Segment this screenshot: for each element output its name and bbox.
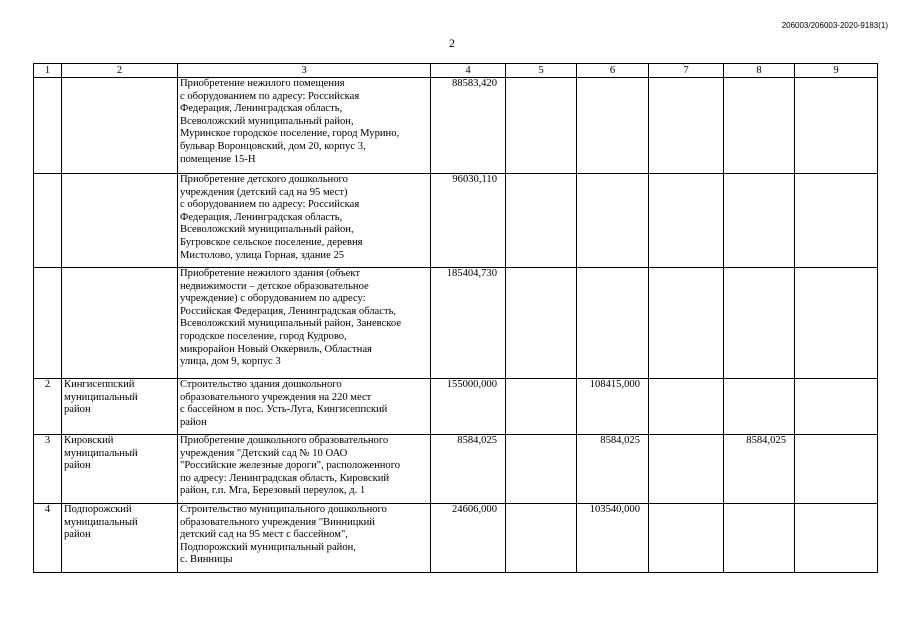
value-cell-col5 — [506, 504, 577, 573]
value-cell-col6: 103540,000 — [577, 504, 649, 573]
row-number-cell: 2 — [34, 379, 62, 435]
value-cell-col6 — [577, 174, 649, 268]
value-cell-col8: 8584,025 — [724, 435, 795, 504]
header-cell: 3 — [178, 64, 431, 78]
header-cell: 6 — [577, 64, 649, 78]
municipality-cell — [62, 174, 178, 268]
value-cell-col9 — [795, 379, 878, 435]
value-cell-col6 — [577, 268, 649, 379]
municipality-cell — [62, 268, 178, 379]
municipality-cell: Кировский муниципальный район — [62, 435, 178, 504]
value-cell-col6: 108415,000 — [577, 379, 649, 435]
header-cell: 5 — [506, 64, 577, 78]
header-cell: 4 — [431, 64, 506, 78]
municipality-cell: Подпорожский муниципальный район — [62, 504, 178, 573]
value-cell-col7 — [649, 78, 724, 174]
value-cell-col4: 155000,000 — [431, 379, 506, 435]
value-cell-col5 — [506, 78, 577, 174]
page-number: 2 — [449, 36, 455, 50]
header-cell: 7 — [649, 64, 724, 78]
row-number-cell — [34, 174, 62, 268]
header-cell: 9 — [795, 64, 878, 78]
object-description-cell: Строительство здания дошкольного образовательного учреждения на 220 мест с бассейном в пос. Усть-Луга, Кингисеппский район — [178, 379, 431, 435]
value-cell-col5 — [506, 174, 577, 268]
row-number-cell — [34, 78, 62, 174]
value-cell-col7 — [649, 174, 724, 268]
value-cell-col6: 8584,025 — [577, 435, 649, 504]
object-description-cell: Строительство муниципального дошкольного образовательного учреждения "Винницкий детский сад на 95 мест с бассейном", Подпорожский муниципальный район, с. Винницы — [178, 504, 431, 573]
data-table — [33, 63, 878, 573]
header-row — [34, 64, 878, 78]
table-row — [34, 268, 878, 379]
value-cell-col9 — [795, 174, 878, 268]
municipality-cell — [62, 78, 178, 174]
value-cell-col8 — [724, 268, 795, 379]
value-cell-col7 — [649, 379, 724, 435]
object-description-cell: Приобретение дошкольного образовательного учреждения "Детский сад № 10 ОАО "Российские железные дороги", расположенного по адресу: Ленинградская область, Кировский район, г.п. Мга, Березовый переулок, д. 1 — [178, 435, 431, 504]
value-cell-col8 — [724, 78, 795, 174]
value-cell-col9 — [795, 78, 878, 174]
header-cell: 8 — [724, 64, 795, 78]
row-number-cell: 4 — [34, 504, 62, 573]
value-cell-col4: 96030,110 — [431, 174, 506, 268]
table-row — [34, 174, 878, 268]
value-cell-col5 — [506, 268, 577, 379]
value-cell-col5 — [506, 379, 577, 435]
value-cell-col4: 185404,730 — [431, 268, 506, 379]
value-cell-col6 — [577, 78, 649, 174]
value-cell-col8 — [724, 504, 795, 573]
municipality-cell: Кингисеппский муниципальный район — [62, 379, 178, 435]
object-description-cell: Приобретение нежилого помещения с оборудованием по адресу: Российская Федерация, Ленинградская область, Всеволожский муниципальный район, Муринское городское поселение, город Мурино, бульвар Воронцовский, дом 20, корпус 3, помещение 15-Н — [178, 78, 431, 174]
value-cell-col5 — [506, 435, 577, 504]
table-row — [34, 78, 878, 174]
value-cell-col7 — [649, 268, 724, 379]
row-number-cell: 3 — [34, 435, 62, 504]
object-description-cell: Приобретение детского дошкольного учреждения (детский сад на 95 мест) с оборудованием по адресу: Российская Федерация, Ленинградская область, Всеволожский муниципальный район, Бугровское сельское поселение, деревня Мистолово, улица Горная, здание 25 — [178, 174, 431, 268]
header-cell: 2 — [62, 64, 178, 78]
value-cell-col7 — [649, 435, 724, 504]
value-cell-col9 — [795, 268, 878, 379]
table-row — [34, 379, 878, 435]
value-cell-col8 — [724, 174, 795, 268]
row-number-cell — [34, 268, 62, 379]
table-row — [34, 504, 878, 573]
document-id: 206003/206003-2020-9183(1) — [781, 21, 888, 30]
object-description-cell: Приобретение нежилого здания (объект недвижимости – детское образовательное учреждение) с оборудованием по адресу: Российская Федерация, Ленинградская область, Всеволожский муниципальный район, Заневское городское поселение, город Кудрово, микрорайон Новый Оккервиль, Областная улица, дом 9, корпус 3 — [178, 268, 431, 379]
value-cell-col8 — [724, 379, 795, 435]
value-cell-col4: 24606,000 — [431, 504, 506, 573]
value-cell-col9 — [795, 435, 878, 504]
value-cell-col9 — [795, 504, 878, 573]
table-row — [34, 435, 878, 504]
value-cell-col4: 8584,025 — [431, 435, 506, 504]
value-cell-col7 — [649, 504, 724, 573]
value-cell-col4: 88583,420 — [431, 78, 506, 174]
header-cell: 1 — [34, 64, 62, 78]
